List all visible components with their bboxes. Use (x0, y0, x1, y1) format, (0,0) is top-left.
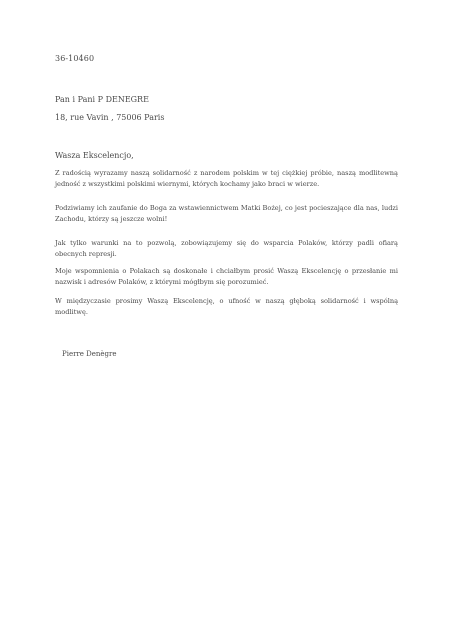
recipient-address: 18, rue Vavin , 75006 Paris (55, 113, 165, 122)
paragraph-support: Jak tylko warunki na to pozwolą, zobowiązujemy się do wsparcia Polaków, którzy padli ofiarą obecnych represji. (55, 239, 398, 258)
salutation: Wasza Ekscelencjo, (55, 151, 134, 160)
paragraph-request: Moje wspomnienia o Polakach są doskonałe i chciałbym prosić Waszą Ekscelencję o przesłanie mi nazwisk i adresów Polaków, z którymi mógłbym się porozumieć. (55, 267, 398, 286)
reference-number: 36-10460 (55, 54, 95, 63)
signature: Pierre Denègre (62, 350, 117, 358)
paragraph-trust: Podziwiamy ich zaufanie do Boga za wstawiennictwem Matki Bożej, co jest pocieszające dla nas, ludzi Zachodu, którzy są jeszcze wolni! (55, 204, 398, 223)
recipient-name: Pan i Pani P DENEGRE (55, 95, 149, 104)
paragraph-closing: W międzyczasie prosimy Waszą Ekscelencję, o ufność w naszą głęboką solidarność i wspólną modlitwę. (55, 297, 398, 316)
paragraph-solidarity: Z radością wyrazamy naszą solidarność z narodem polskim w tej ciężkiej próbie, naszą modlitewną jedność z wszystkimi polskimi wiernymi, których kochamy jako braci w wierze. (55, 169, 398, 188)
